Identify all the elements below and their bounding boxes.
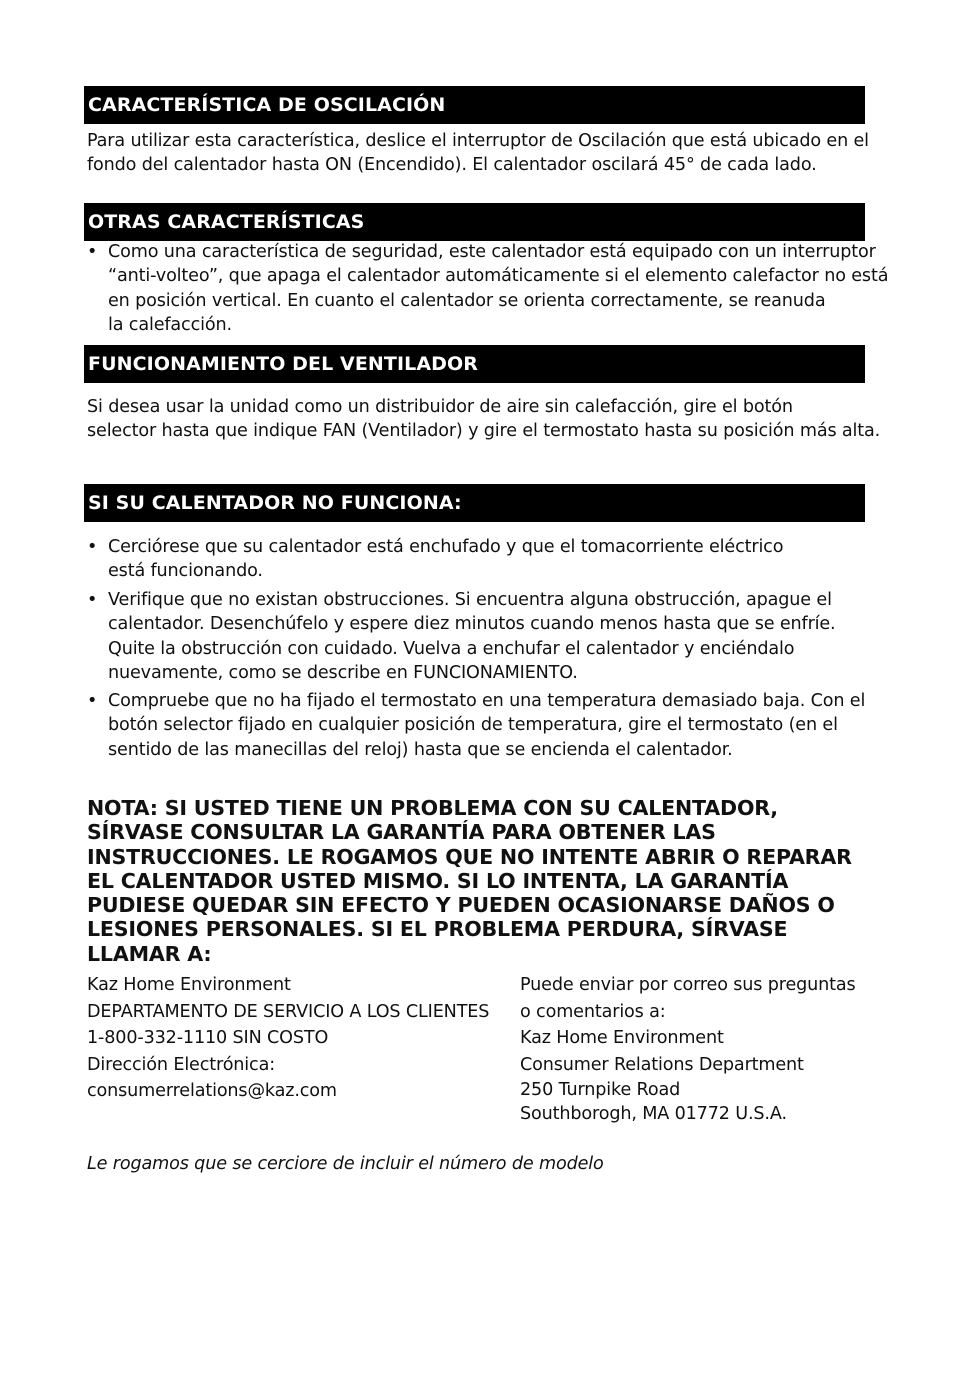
section-heading-no-funciona: SI SU CALENTADOR NO FUNCIONA: [84,484,865,522]
text-line: sentido de las manecillas del reloj) hasta que se encienda el calentador. [108,739,733,760]
note-line: LLAMAR A: [87,941,212,966]
text-line: fondo del calentador hasta ON (Encendido). El calentador oscilará 45° de cada lado. [87,155,817,176]
text-line: Quite la obstrucción con cuidado. Vuelva a enchufar el calentador y enciéndalo [108,638,795,659]
text-line: en posición vertical. En cuanto el calentador se orienta correctamente, se reanuda [108,290,826,311]
text-line: Como una característica de seguridad, este calentador está equipado con un interruptor [108,242,876,262]
contact-line: Consumer Relations Department [520,1054,804,1075]
note-line: LESIONES PERSONALES. SI EL PROBLEMA PERDURA, SÍRVASE [87,917,788,942]
note-line: PUDIESE QUEDAR SIN EFECTO Y PUEDEN OCASIONARSE DAÑOS O [87,893,835,918]
text-line: “anti-volteo”, que apaga el calentador automáticamente si el elemento calefactor no está [108,266,889,287]
section-heading-otras: OTRAS CARACTERÍSTICAS [84,203,865,241]
contact-email: consumerrelations@kaz.com [87,1081,337,1101]
text-line: Para utilizar esta característica, deslice el interruptor de Oscilación que está ubicado en el [87,131,869,151]
contact-line: 250 Turnpike Road [520,1080,681,1100]
bullet-text [108,535,783,584]
text-line: está funcionando. [108,561,263,582]
contact-line: Dirección Electrónica: [87,1054,275,1075]
text-line: Compruebe que no ha fijado el termostato en una temperatura demasiado baja. Con el [108,691,866,711]
bullet-text [108,588,836,685]
note-line: NOTA: SI USTED TIENE UN PROBLEMA CON SU CALENTADOR, [87,796,778,820]
text-line: Cerciórese que su calentador está enchufado y que el tomacorriente eléctrico [108,537,784,557]
bullet-icon: • [87,537,98,557]
section-heading-ventilador: FUNCIONAMIENTO DEL VENTILADOR [84,345,865,383]
bullet-icon: • [87,691,98,711]
contact-line: Kaz Home Environment [520,1028,724,1048]
section-body-ventilador [87,395,881,444]
bullet-text [108,689,865,762]
contact-left-column [87,972,489,1105]
warning-note [87,796,877,966]
bullet-text [108,240,888,337]
contact-right-column [520,972,856,1126]
text-line: la calefacción. [108,314,232,335]
contact-line: DEPARTAMENTO DE SERVICIO A LOS CLIENTES [87,1001,490,1022]
note-line: SÍRVASE CONSULTAR LA GARANTÍA PARA OBTENER LAS [87,820,716,845]
bullet-icon: • [87,590,98,610]
text-line: selector hasta que indique FAN (Ventilador) y gire el termostato hasta su posición más alta. [87,421,881,442]
contact-line: 1-800-332-1110 SIN COSTO [87,1028,329,1048]
note-line: EL CALENTADOR USTED MISMO. SI LO INTENTA, LA GARANTÍA [87,868,789,893]
contact-line: Puede enviar por correo sus preguntas [520,975,856,995]
bullet-icon: • [87,242,98,262]
contact-line: Southborogh, MA 01772 U.S.A. [520,1104,787,1124]
text-line: botón selector fijado en cualquier posición de temperatura, gire el termostato (en el [108,715,838,736]
note-line: INSTRUCCIONES. LE ROGAMOS QUE NO INTENTE ABRIR O REPARAR [87,844,852,869]
text-line: Si desea usar la unidad como un distribuidor de aire sin calefacción, gire el botón [87,397,793,417]
text-line: Verifique que no existan obstrucciones. Si encuentra alguna obstrucción, apague el [108,590,832,610]
section-body-oscilacion [87,129,867,178]
contact-line: o comentarios a: [520,1001,666,1022]
text-line: nuevamente, como se describe en FUNCIONAMIENTO. [108,662,578,683]
footnote: Le rogamos que se cerciore de incluir el número de modelo [87,1154,604,1174]
contact-line: Kaz Home Environment [87,975,291,995]
text-line: calentador. Desenchúfelo y espere diez minutos cuando menos hasta que se enfríe. [108,614,836,635]
section-heading-oscilacion: CARACTERÍSTICA DE OSCILACIÓN [84,86,865,124]
